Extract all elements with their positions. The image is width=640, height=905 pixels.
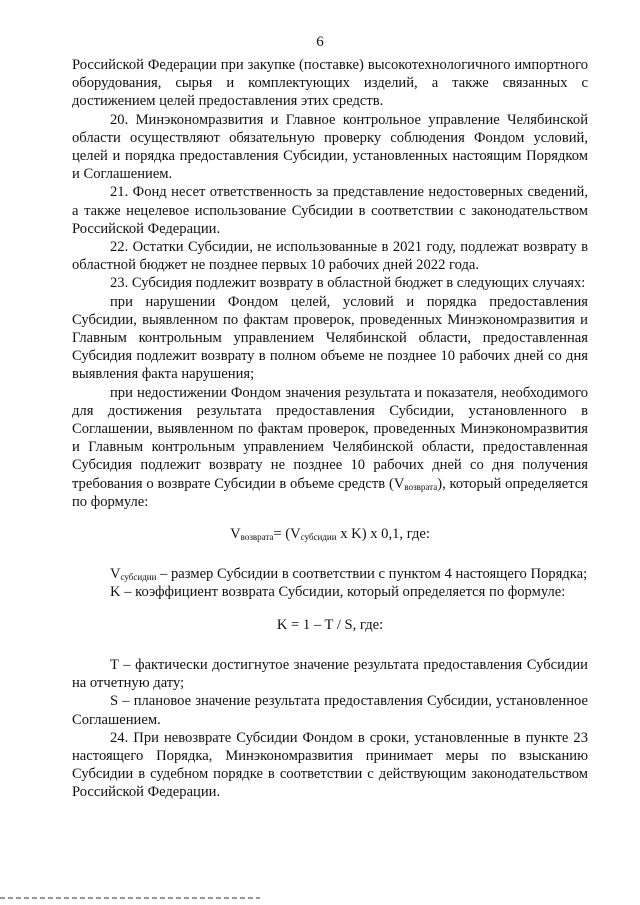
- paragraph-23-violation: при нарушении Фондом целей, условий и порядка предоставления Субсидии, выявленном по фактам проверок, проведенных Минэкономразвития и Главным контрольным управлением Челябинской области, предоставленная Субсидия подлежит возврату в полном объеме не позднее 10 рабочих дней со дня выявления факта нарушения;: [72, 293, 588, 383]
- definition-v-subsidy: $V_{субсидии}$ – размер Субсидии в соответствии с пунктом 4 настоящего Порядка;: [110, 566, 588, 583]
- scan-artifact-line: [0, 897, 260, 899]
- page-number: 6: [316, 34, 324, 50]
- document-body: [72, 56, 588, 802]
- paragraph-23-nonachievement: при недостижении Фондом значения результата и показателя, необходимого для достижения результата предоставления Субсидии, установленного в Соглашении, выявленном по фактам проверок, проведенных Минэкономразвития и Главным контрольным управлением Челябинской области, предоставленная Субсидия подлежит возврату не позднее 10 рабочих дней со дня получения требования о возврате Субсидии в объеме средств $(V_{возврата})$, который определяется по формуле:: [72, 384, 588, 510]
- paragraph-24: 24. При невозврате Субсидии Фондом в сроки, установленные в пункте 23 настоящего Порядка, Минэкономразвития принимает меры по взысканию Субсидии в судебном порядке в соответствии с действующим законодательством Российской Федерации.: [72, 729, 588, 801]
- paragraph-20: 20. Минэкономразвития и Главное контрольное управление Челябинской области осуществляют обязательную проверку соблюдения Фондом условий, целей и порядка предоставления Субсидии, установленных настоящим Порядком и Соглашением.: [72, 111, 588, 183]
- formula-refund: $V_{возврата}= (V_{субсидии}$ x K) x 0,1, где:: [230, 526, 430, 543]
- definition-t: T – фактически достигнутое значение результата предоставления Субсидии на отчетную дату;: [72, 656, 588, 692]
- paragraph-22: 22. Остатки Субсидии, не использованные в 2021 году, подлежат возврату в областной бюджет не позднее первых 10 рабочих дней 2022 года.: [72, 239, 588, 274]
- paragraph-23: 23. Субсидия подлежит возврату в областной бюджет в следующих случаях:: [110, 275, 586, 292]
- definition-s: S – плановое значение результата предоставления Субсидии, установленное Соглашением.: [72, 693, 588, 728]
- definition-k: K – коэффициент возврата Субсидии, который определяется по формуле:: [110, 584, 566, 601]
- paragraph-21: 21. Фонд несет ответственность за представление недостоверных сведений, а также нецелевое использование Субсидии в соответствии с законодательством Российской Федерации.: [72, 184, 588, 237]
- paragraph-continuation: Российской Федерации при закупке (поставке) высокотехнологичного импортного оборудования, сырья и комплектующих изделий, а также связанных с достижением целей предоставления этих средств.: [72, 57, 588, 110]
- formula-coefficient: K = 1 – T / S, где:: [276, 616, 384, 633]
